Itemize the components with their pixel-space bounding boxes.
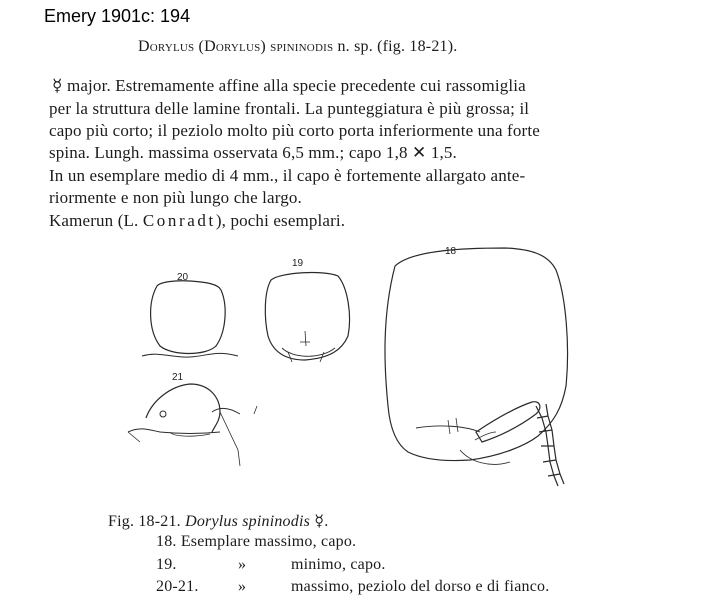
figure-19 (265, 273, 349, 362)
caption-line-18 (156, 533, 356, 551)
figure-label-18: 18 (445, 246, 457, 257)
caption-text-19: minimo, capo. (291, 556, 386, 573)
heading-rest: n. sp. (fig. 18-21). (333, 38, 458, 55)
locality-line (49, 211, 345, 231)
figure-18 (385, 248, 568, 486)
figure-20 (142, 281, 238, 357)
text-line-4: spina. Lungh. massima osservata 6,5 mm.; capo 1,8 ✕ 1,5. (49, 143, 457, 162)
locality-pre: Kamerun (L. (49, 211, 143, 230)
caption-num: 18. (156, 533, 177, 550)
figure-label-21: 21 (172, 372, 184, 383)
caption-ditto-19: » (238, 556, 247, 573)
text-line-5: In un esemplare medio di 4 mm., il capo è fortemente allargato ante- (49, 166, 526, 185)
caption-text-20-21: massimo, peziolo del dorso e di fianco. (291, 578, 550, 595)
text-line-6: riormente e non più lungo che largo. (49, 188, 302, 207)
caption-num: 20-21. (156, 578, 199, 595)
figure-label-20: 20 (177, 272, 189, 283)
species-name: Dorylus (Dorylus) spininodis (138, 38, 334, 55)
caption-sign: ☿. (314, 513, 329, 530)
text-line-2: per la struttura delle lamine frontali. La punteggiatura è più grossa; il (49, 99, 530, 118)
figure-label-19: 19 (292, 258, 304, 269)
caption-species: Dorylus spininodis (185, 513, 311, 530)
text-line-3: capo più corto; il peziolo molto più corto porta inferiormente una forte (49, 121, 540, 140)
locality-post: ), pochi esemplari. (215, 211, 346, 230)
caption-num: 19. (156, 556, 177, 573)
text-line-1: ☿ major. Estremamente affine alla specie precedente cui rassomiglia (52, 76, 526, 95)
figure-plate (120, 236, 590, 496)
figure-caption-title (108, 511, 328, 531)
figure-21 (128, 384, 257, 466)
caption-line-19 (156, 556, 177, 574)
collector-name: Conradt (142, 211, 216, 230)
species-heading (138, 38, 457, 56)
caption-line-20-21 (156, 578, 199, 596)
caption-prefix: Fig. 18-21. (108, 513, 181, 530)
caption-ditto-20-21: » (238, 578, 247, 595)
citation: Emery 1901c: 194 (44, 6, 191, 26)
caption-text: Esemplare massimo, capo. (180, 533, 357, 550)
